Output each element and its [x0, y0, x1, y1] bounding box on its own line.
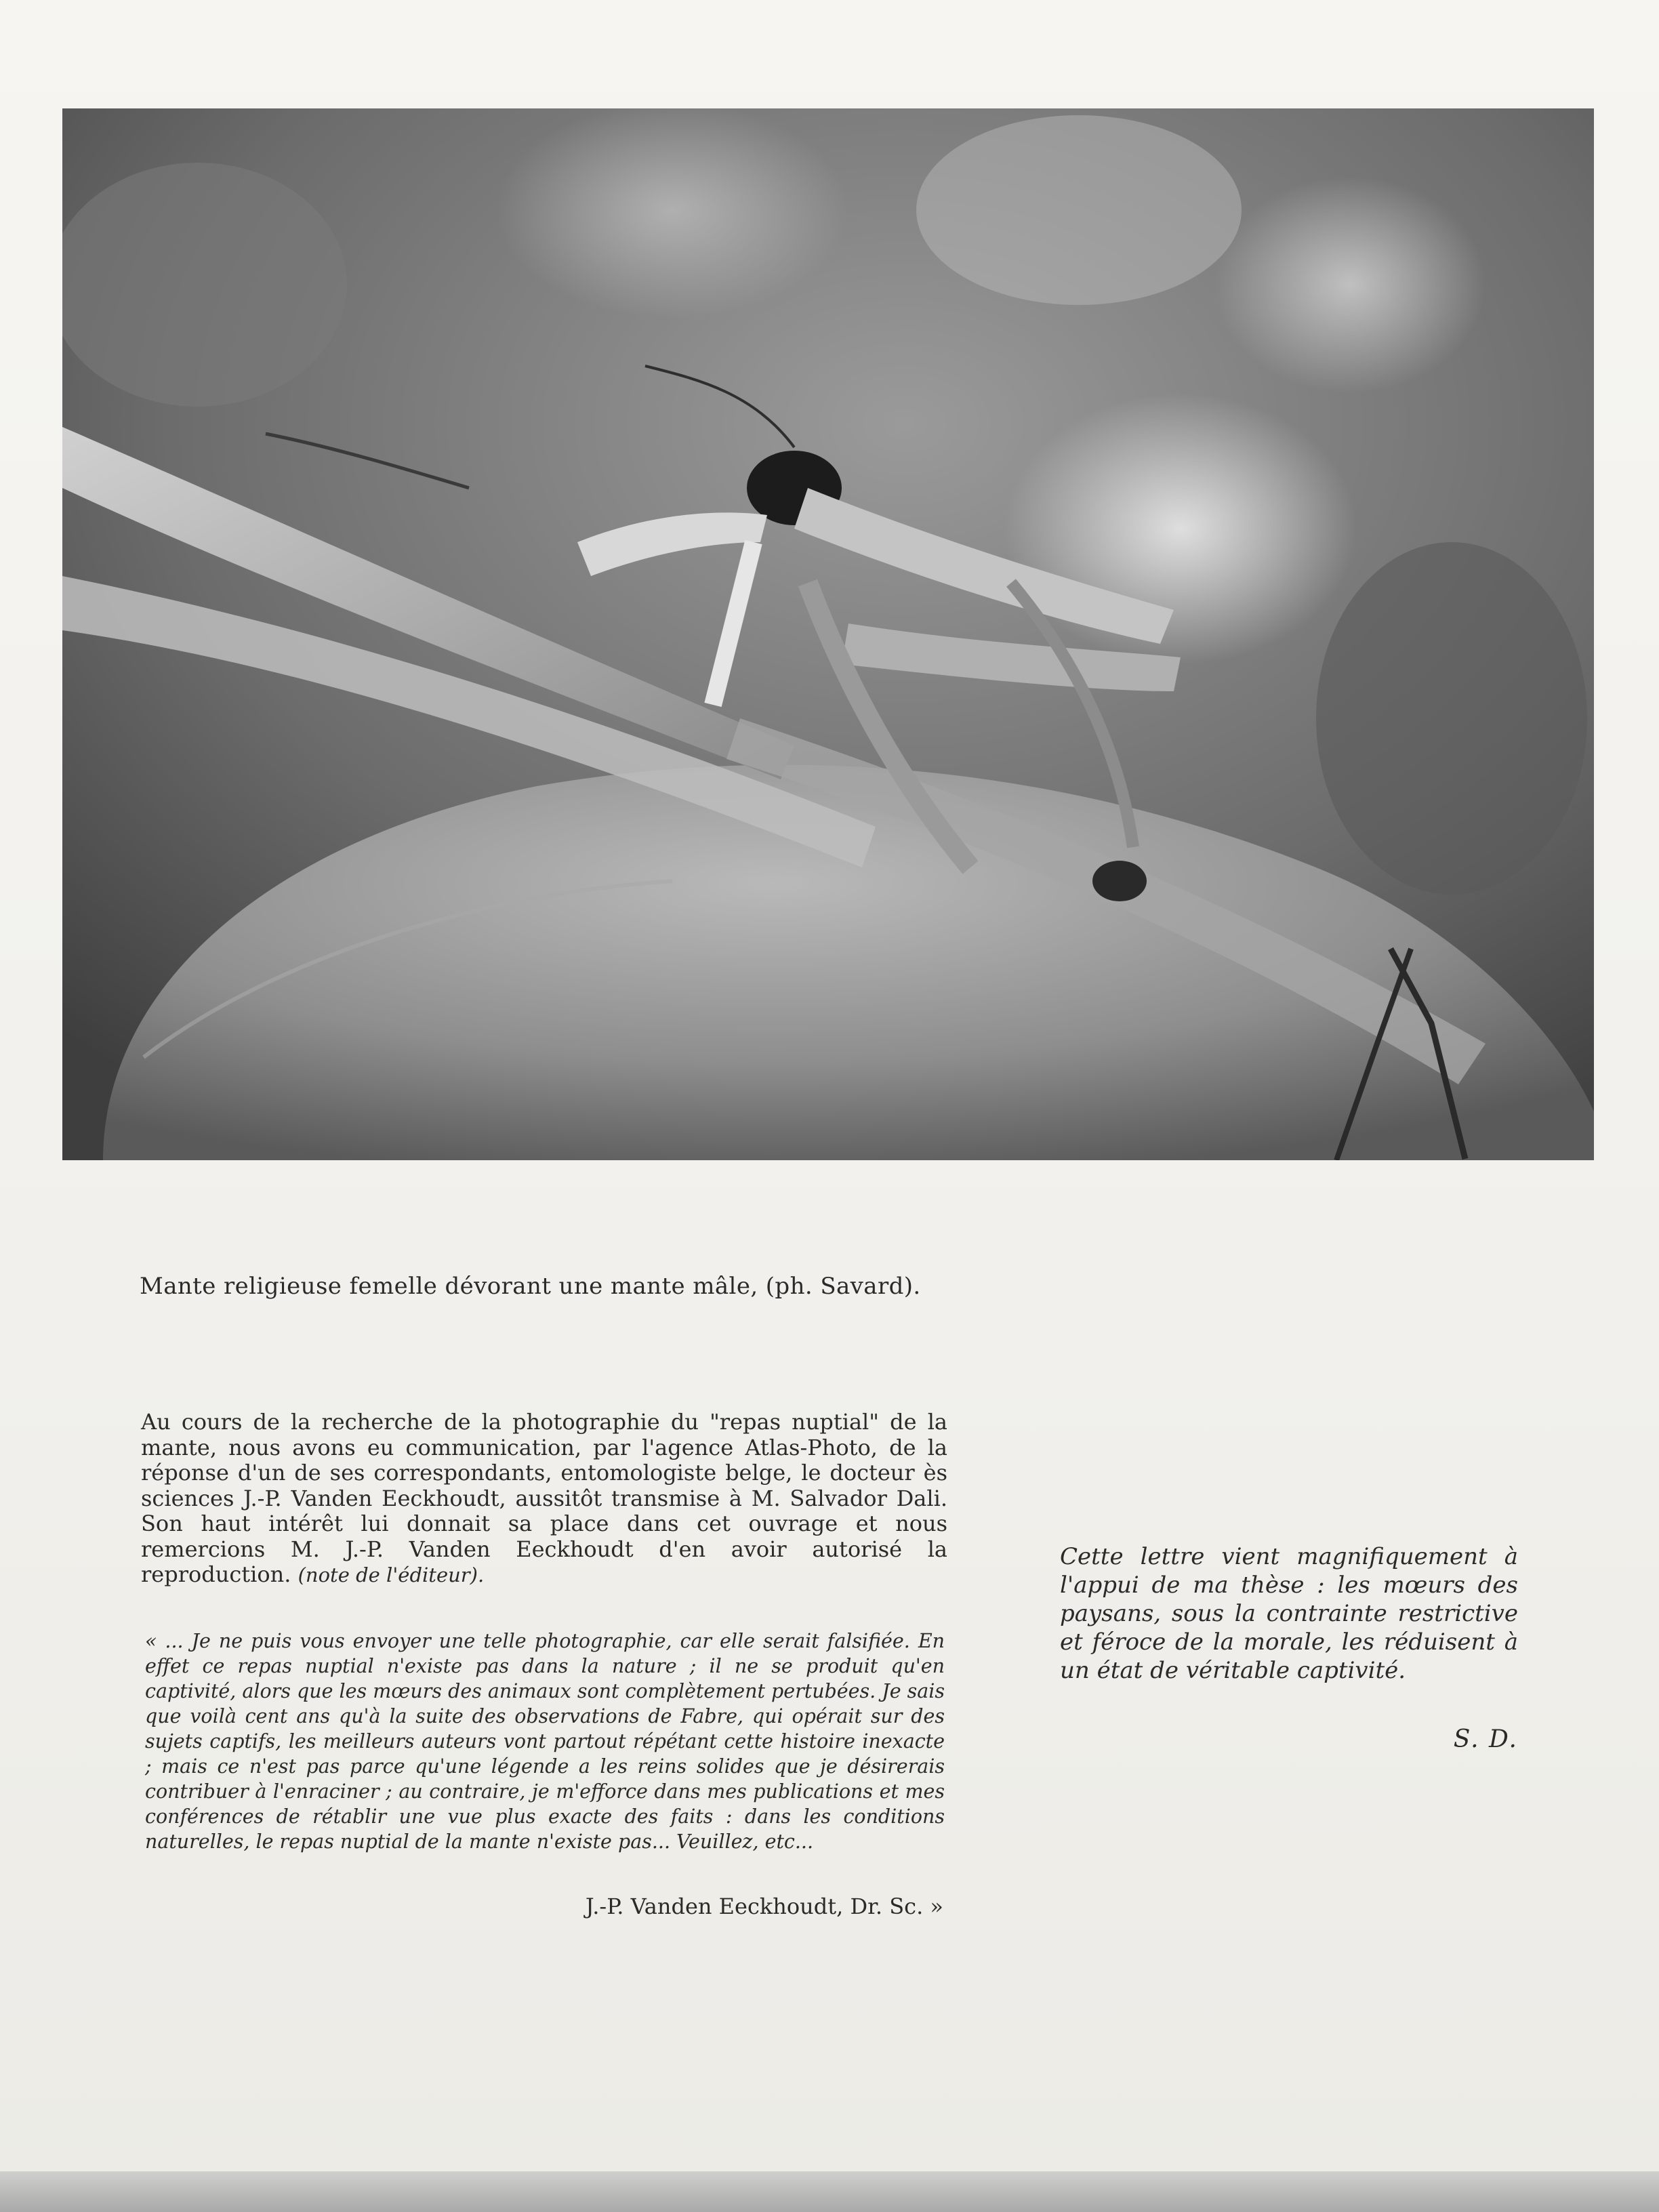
page-bottom-edge — [0, 2171, 1659, 2212]
author-remark: Cette lettre vient magnifiquement à l'appui de ma thèse : les mœurs des paysans, sous la contrainte restrictive et féroce de la morale, les réduisent à un état de véritable captivité. — [1060, 1543, 1518, 1684]
editor-note-attribution: (note de l'éditeur). — [298, 1563, 485, 1586]
photo-caption: Mante religieuse femelle dévorant une mante mâle, (ph. Savard). — [140, 1273, 921, 1300]
quoted-letter: « ... Je ne puis vous envoyer une telle photographie, car elle serait falsifiée. En effet ce repas nuptial n'existe pas dans la nature ; il ne se produit qu'en captivité, alors que les mœurs des animaux sont complètement pertubées. Je sais que voilà cent ans qu'à la suite des observations de Fabre, qui opérait sur des sujets captifs, les meilleurs auteurs vont partout répétant cette histoire inexacte ; mais ce n'est pas parce qu'une légende a les reins solides que je désirerais contribuer à l'enraciner ; au contraire, je m'efforce dans mes publications et mes conférences de rétablir une vue plus exacte des faits : dans les conditions naturelles, le repas nuptial de la mante n'existe pas... Veuillez, etc... — [145, 1630, 945, 1853]
editor-note-text: Au cours de la recherche de la photographie du "repas nuptial" de la mante, nous avons eu communication, par l'agence Atlas-Photo, de la réponse d'un de ses correspondants, entomologiste belge, le docteur ès sciences J.-P. Vanden Eeckhoudt, aussitôt transmise à M. Salvador Dali. Son haut intérêt lui donnait sa place dans cet ouvrage et nous remercions M. J.-P. Vanden Eeckhoudt d'en avoir autorisé la reproduction. — [141, 1409, 947, 1587]
letter-signature: J.-P. Vanden Eeckhoudt, Dr. Sc. » — [585, 1893, 943, 1919]
author-initials: S. D. — [1453, 1725, 1518, 1753]
editor-note-paragraph — [141, 1410, 947, 1589]
mantis-photograph — [62, 108, 1594, 1160]
mantis-photo-illustration — [62, 108, 1594, 1160]
